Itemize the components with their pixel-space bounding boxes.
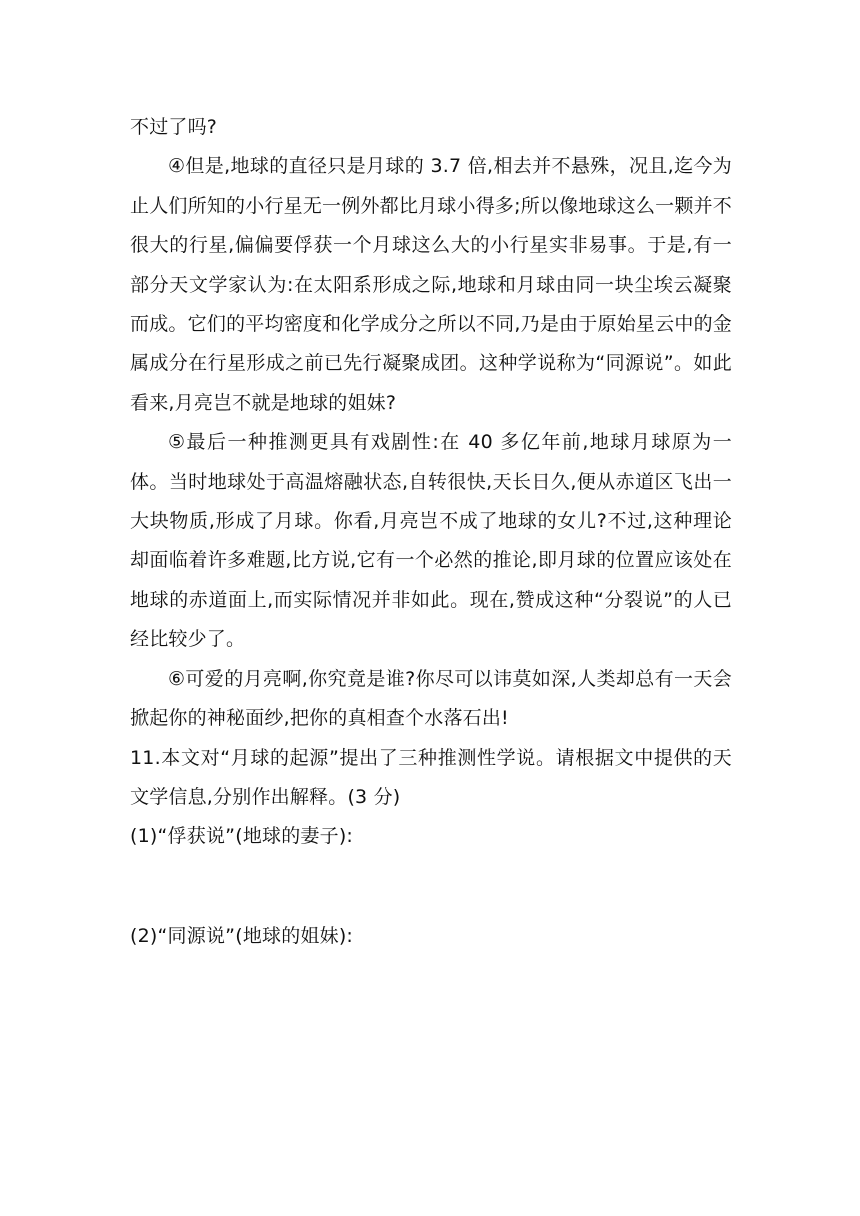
paragraph-continuation: 不过了吗? <box>130 116 218 138</box>
question-11: 11.本文对“月球的起源”提出了三种推测性学说。请根据文中提供的天文学信息,分别作出解释。(3 分) <box>130 746 732 808</box>
answer-space-1[interactable] <box>130 857 732 917</box>
paragraph-6: ⑥可爱的月亮啊,你究竟是谁?你尽可以讳莫如深,人类却总有一天会掀起你的神秘面纱,把你的真相查个水落石出! <box>130 667 732 730</box>
paragraph-5: ⑤最后一种推测更具有戏剧性:在 40 多亿年前,地球月球原为一体。当时地球处于高温熔融状态,自转很快,天长日久,便从赤道区飞出一大块物质,形成了月球。你看,月亮岂不成了地球的女儿?不过,这种理论却面临着许多难题,比方说,它有一个必然的推论,即月球的位置应该处在地球的赤道面上,而实际情况并非如此。现在,赞成这种“分裂说”的人已经比较少了。 <box>130 431 732 651</box>
document-content <box>130 108 732 956</box>
question-item-2: (2)“同源说”(地球的姐妹): <box>130 924 354 947</box>
question-item-1: (1)“俘获说”(地球的妻子): <box>130 825 354 848</box>
paragraph-4: ④但是,地球的直径只是月球的 3.7 倍,相去并不悬殊，况且,迄今为止人们所知的小行星无一例外都比月球小得多;所以像地球这么一颗并不很大的行星,偏偏要俘获一个月球这么大的小行星实非易事。于是,有一部分天文学家认为:在太阳系形成之际,地球和月球由同一块尘埃云凝聚而成。它们的平均密度和化学成分之所以不同,乃是由于原始星云中的金属成分在行星形成之前已先行凝聚成团。这种学说称为“同源说”。如此看来,月亮岂不就是地球的姐妹? <box>130 155 732 414</box>
